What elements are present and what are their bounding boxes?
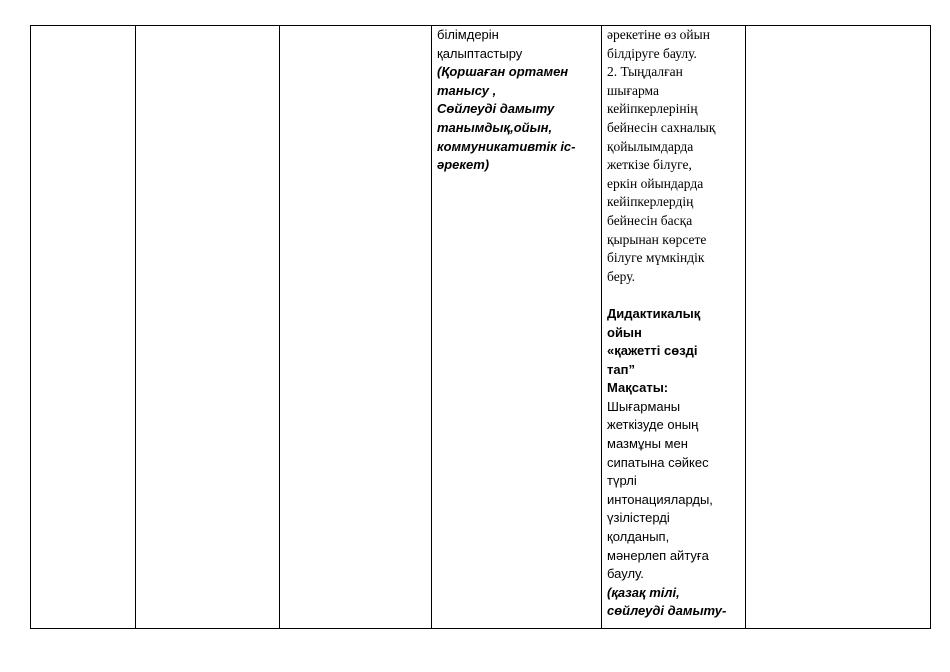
- text-line: кейіпкерлердің: [607, 194, 694, 210]
- text-line: бейнесін сахналық: [607, 119, 716, 135]
- subject-line: Сөйлеуді дамыту: [437, 101, 555, 117]
- text-line: мәнерлеп айтуға: [607, 547, 709, 563]
- subject-line: коммуникативтік іс-: [437, 138, 576, 154]
- text-line: бейнесін басқа: [607, 212, 693, 228]
- text-line: жеткізуде оның: [607, 417, 699, 433]
- text-line: түрлі: [607, 473, 637, 489]
- column-divider: [431, 26, 432, 628]
- text-line: жеткізе білуге,: [607, 157, 692, 173]
- text-line: білдіруге баулу.: [607, 45, 697, 61]
- subject-line: (Қоршаған ортамен: [437, 64, 569, 80]
- text-line: баулу.: [607, 566, 644, 582]
- cell-column-4: [437, 26, 587, 175]
- text-line: 2. Тыңдалған: [607, 64, 683, 80]
- text-line: білуге мүмкіндік: [607, 250, 705, 266]
- goal-label: Мақсаты:: [607, 380, 669, 396]
- column-divider: [601, 26, 602, 628]
- text-line: Шығарманы: [607, 398, 681, 414]
- text-line: сипатына сәйкес: [607, 454, 709, 470]
- text-line: интонацияларды,: [607, 491, 713, 507]
- subject-line: танымдық,ойын,: [437, 119, 553, 135]
- text-line: кейіпкерлерінің: [607, 101, 698, 117]
- subject-line: әрекет): [437, 157, 490, 173]
- game-title-line: Дидактикалық: [607, 305, 701, 321]
- text-line: қалыптастыру: [437, 45, 523, 61]
- column-divider: [279, 26, 280, 628]
- subject-line: сөйлеуді дамыту-: [607, 603, 727, 619]
- text-line: мазмұны мен: [607, 436, 688, 452]
- text-line: қойылымдарда: [607, 138, 694, 154]
- text-line: білімдерін: [437, 27, 499, 42]
- subject-line: (қазақ тілі,: [607, 584, 680, 600]
- schedule-table: [30, 25, 931, 629]
- text-line: шығарма: [607, 82, 659, 98]
- game-title-line: ойын: [607, 324, 642, 340]
- text-line: әрекетіне өз ойын: [607, 27, 710, 42]
- text-line: беру.: [607, 268, 636, 284]
- text-line: үзілістерді: [607, 510, 670, 526]
- blank-line: [607, 286, 747, 305]
- subject-line: танысу ,: [437, 82, 497, 98]
- text-line: қырынан көрсете: [607, 231, 707, 247]
- game-title-line: тап”: [607, 361, 635, 377]
- text-line: еркін ойындарда: [607, 175, 704, 191]
- column-divider: [135, 26, 136, 628]
- cell-column-5: [607, 26, 747, 621]
- text-line: қолданып,: [607, 529, 670, 545]
- game-title-line: «қажетті сөзді: [607, 343, 698, 359]
